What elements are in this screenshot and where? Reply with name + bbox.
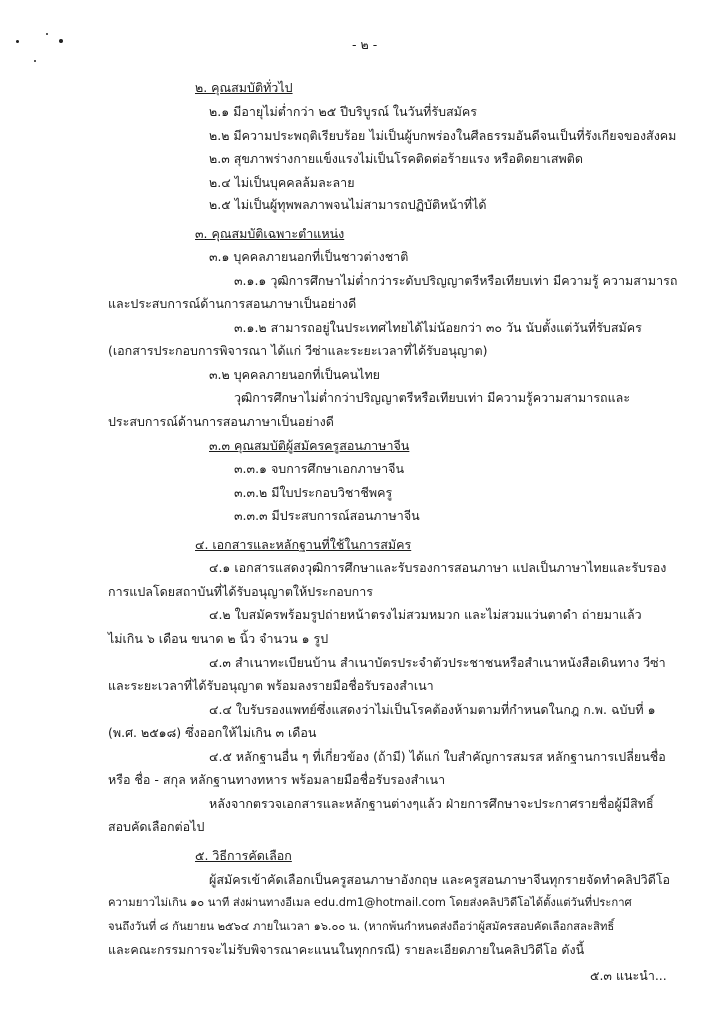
list-item: ๔.๔ ใบรับรองแพทย์ซึ่งแสดงว่าไม่เป็นโรคต้องห้ามตามที่กำหนดในกฎ ก.พ. ฉบับที่ ๑	[209, 702, 656, 717]
list-item: ๓.๑.๑ วุฒิการศึกษาไม่ต่ำกว่าระดับปริญญาตรีหรือเทียบเท่า มีความรู้ ความสามารถ	[234, 273, 678, 288]
paragraph-line: (พ.ศ. ๒๕๑๘) ซึ่งออกให้ไม่เกิน ๓ เดือน	[108, 725, 317, 740]
paragraph-line: และระยะเวลาที่ได้รับอนุญาต พร้อมลงรายมือชื่อรับรองสำเนา	[108, 678, 434, 693]
list-item: ๒.๓ สุขภาพร่างกายแข็งแรงไม่เป็นโรคติดต่อร้ายแรง หรือติดยาเสพติด	[209, 151, 583, 166]
paragraph-line: หลังจากตรวจเอกสารและหลักฐานต่างๆแล้ว ฝ่ายการศึกษาจะประกาศรายชื่อผู้มีสิทธิ์	[209, 796, 654, 811]
list-item: ๓.๓.๓ มีประสบการณ์สอนภาษาจีน	[234, 508, 420, 523]
list-item: ๒.๕ ไม่เป็นผู้ทุพพลภาพจนไม่สามารถปฏิบัติหน้าที่ได้	[209, 197, 487, 212]
scan-speck	[34, 60, 36, 62]
list-item: ๓.๓.๒ มีใบประกอบวิชาชีพครู	[234, 485, 393, 500]
page-number: - ๒ -	[352, 37, 378, 52]
list-item: ๔.๓ สำเนาทะเบียนบ้าน สำเนาบัตรประจำตัวประชาชนหรือสำเนาหนังสือเดินทาง วีซ่า	[209, 655, 666, 670]
paragraph-line: (เอกสารประกอบการพิจารณา ได้แก่ วีซ่าและระยะเวลาที่ได้รับอนุญาต)	[108, 343, 488, 358]
list-item: ๒.๔ ไม่เป็นบุคคลล้มละลาย	[209, 175, 355, 190]
paragraph-line: หรือ ชื่อ - สกุล หลักฐานทางทหาร พร้อมลายมือชื่อรับรองสำเนา	[108, 772, 446, 787]
paragraph-line: ผู้สมัครเข้าคัดเลือกเป็นครูสอนภาษาอังกฤษ และครูสอนภาษาจีนทุกรายจัดทำคลิปวิดีโอ	[209, 872, 671, 887]
section-heading: ๒. คุณสมบัติทั่วไป	[195, 80, 293, 95]
paragraph-line: และคณะกรรมการจะไม่รับพิจารณาคะแนนในทุกกรณี) รายละเอียดภายในคลิปวิดีโอ ดังนี้	[108, 942, 585, 957]
scan-speck	[46, 33, 48, 35]
list-item: ๒.๒ มีความประพฤติเรียบร้อย ไม่เป็นผู้บกพร่องในศีลธรรมอันดีจนเป็นที่รังเกียจของสังคม	[209, 128, 677, 143]
list-item: ๓.๒ บุคคลภายนอกที่เป็นคนไทย	[209, 367, 381, 382]
list-item: ๓.๑.๒ สามารถอยู่ในประเทศไทยได้ไม่น้อยกว่า ๓๐ วัน นับตั้งแต่วันที่รับสมัคร	[234, 320, 642, 335]
list-item: ๓.๑ บุคคลภายนอกที่เป็นชาวต่างชาติ	[209, 249, 409, 264]
paragraph-line: ประสบการณ์ด้านการสอนภาษาเป็นอย่างดี	[108, 414, 334, 429]
paragraph-line: วุฒิการศึกษาไม่ต่ำกว่าปริญญาตรีหรือเทียบเท่า มีความรู้ความสามารถและ	[234, 390, 631, 405]
section-heading: ๔. เอกสารและหลักฐานที่ใช้ในการสมัคร	[195, 537, 412, 552]
list-item: ๔.๑ เอกสารแสดงวุฒิการศึกษาและรับรองการสอนภาษา แปลเป็นภาษาไทยและรับรอง	[209, 560, 667, 575]
list-item: ๒.๑ มีอายุไม่ต่ำกว่า ๒๕ ปีบริบูรณ์ ในวันที่รับสมัคร	[209, 104, 477, 119]
paragraph-line: ความยาวไม่เกิน ๑๐ นาที ส่งผ่านทางอีเมล edu.dm1@hotmail.com โดยส่งคลิปวิดีโอได้ตั้งแต่วันที่ประกาศ	[108, 896, 632, 909]
section-heading: ๕. วิธีการคัดเลือก	[195, 848, 292, 863]
list-item: ๓.๓.๑ จบการศึกษาเอกภาษาจีน	[234, 461, 405, 476]
paragraph-line: ไม่เกิน ๖ เดือน ขนาด ๒ นิ้ว จำนวน ๑ รูป	[108, 631, 329, 646]
scan-speck	[59, 39, 63, 43]
section-heading: ๓. คุณสมบัติเฉพาะตำแหน่ง	[195, 226, 345, 241]
paragraph-line: และประสบการณ์ด้านการสอนภาษาเป็นอย่างดี	[108, 296, 357, 311]
continuation-marker: ๕.๓ แนะนำ...	[590, 968, 667, 983]
paragraph-line: จนถึงวันที่ ๘ กันยายน ๒๕๖๔ ภายในเวลา ๑๖.๐๐ น. (หากพ้นกำหนดส่งถือว่าผู้สมัครสอบคัดเลือกสละสิทธิ์	[108, 920, 615, 933]
paragraph-line: การแปลโดยสถาบันที่ได้รับอนุญาตให้ประกอบการ	[108, 584, 373, 599]
paragraph-line: สอบคัดเลือกต่อไป	[108, 819, 205, 834]
subsection-heading: ๓.๓ คุณสมบัติผู้สมัครครูสอนภาษาจีน	[209, 438, 410, 453]
scan-speck	[16, 40, 19, 43]
list-item: ๔.๕ หลักฐานอื่น ๆ ที่เกี่ยวข้อง (ถ้ามี) ได้แก่ ใบสำคัญการสมรส หลักฐานการเปลี่ยนชื่อ	[209, 749, 666, 764]
list-item: ๔.๒ ใบสมัครพร้อมรูปถ่ายหน้าตรงไม่สวมหมวก และไม่สวมแว่นตาดำ ถ่ายมาแล้ว	[209, 607, 642, 622]
